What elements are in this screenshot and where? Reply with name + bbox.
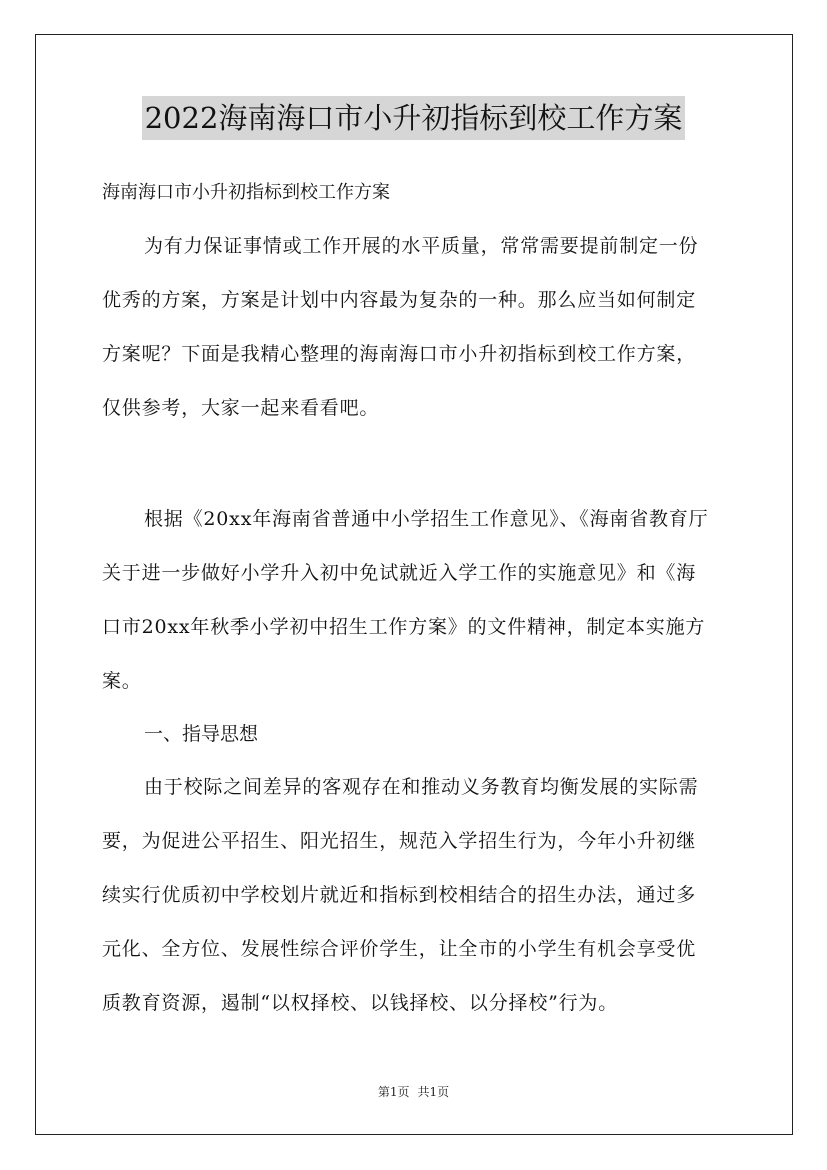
title-container — [0, 96, 827, 140]
paragraph-line: 为有力保证事情或工作开展的水平质量，常常需要提前制定一份 — [144, 235, 699, 257]
document-title: 2022海南海口市小升初指标到校工作方案 — [142, 96, 686, 140]
page-total: 共1页 — [417, 1085, 450, 1099]
paragraph-line: 案。 — [102, 670, 142, 692]
paragraph-line: 方案呢？下面是我精心整理的海南海口市小升初指标到校工作方案， — [102, 343, 697, 365]
paragraph-line: 续实行优质初中学校划片就近和指标到校相结合的招生办法，通过多 — [102, 884, 697, 906]
paragraph-line: 元化、全方位、发展性综合评价学生，让全市的小学生有机会享受优 — [102, 938, 697, 960]
paragraph-line: 关于进一步做好小学升入初中免试就近入学工作的实施意见》和《海 — [102, 562, 697, 584]
paragraph-line: 由于校际之间差异的客观存在和推动义务教育均衡发展的实际需 — [144, 776, 699, 798]
paragraph-line: 仅供参考，大家一起来看看吧。 — [102, 397, 380, 419]
section-heading: 一、指导思想 — [144, 723, 259, 745]
page-number: 第1页 — [377, 1085, 410, 1099]
paragraph-line: 优秀的方案，方案是计划中内容最为复杂的一种。那么应当如何制定 — [102, 289, 697, 311]
paragraph-line: 根据《20xx年海南省普通中小学招生工作意见》、《海南省教育厅 — [144, 508, 709, 530]
document-subtitle: 海南海口市小升初指标到校工作方案 — [102, 182, 390, 203]
paragraph-line: 要，为促进公平招生、阳光招生，规范入学招生行为，今年小升初继 — [102, 830, 697, 852]
paragraph-line: 口市20xx年秋季小学初中招生工作方案》的文件精神，制定本实施方 — [102, 616, 706, 638]
page-footer — [0, 1084, 827, 1100]
paragraph-line: 质教育资源，遏制“以权择校、以钱择校、以分择校”行为。 — [102, 992, 619, 1014]
